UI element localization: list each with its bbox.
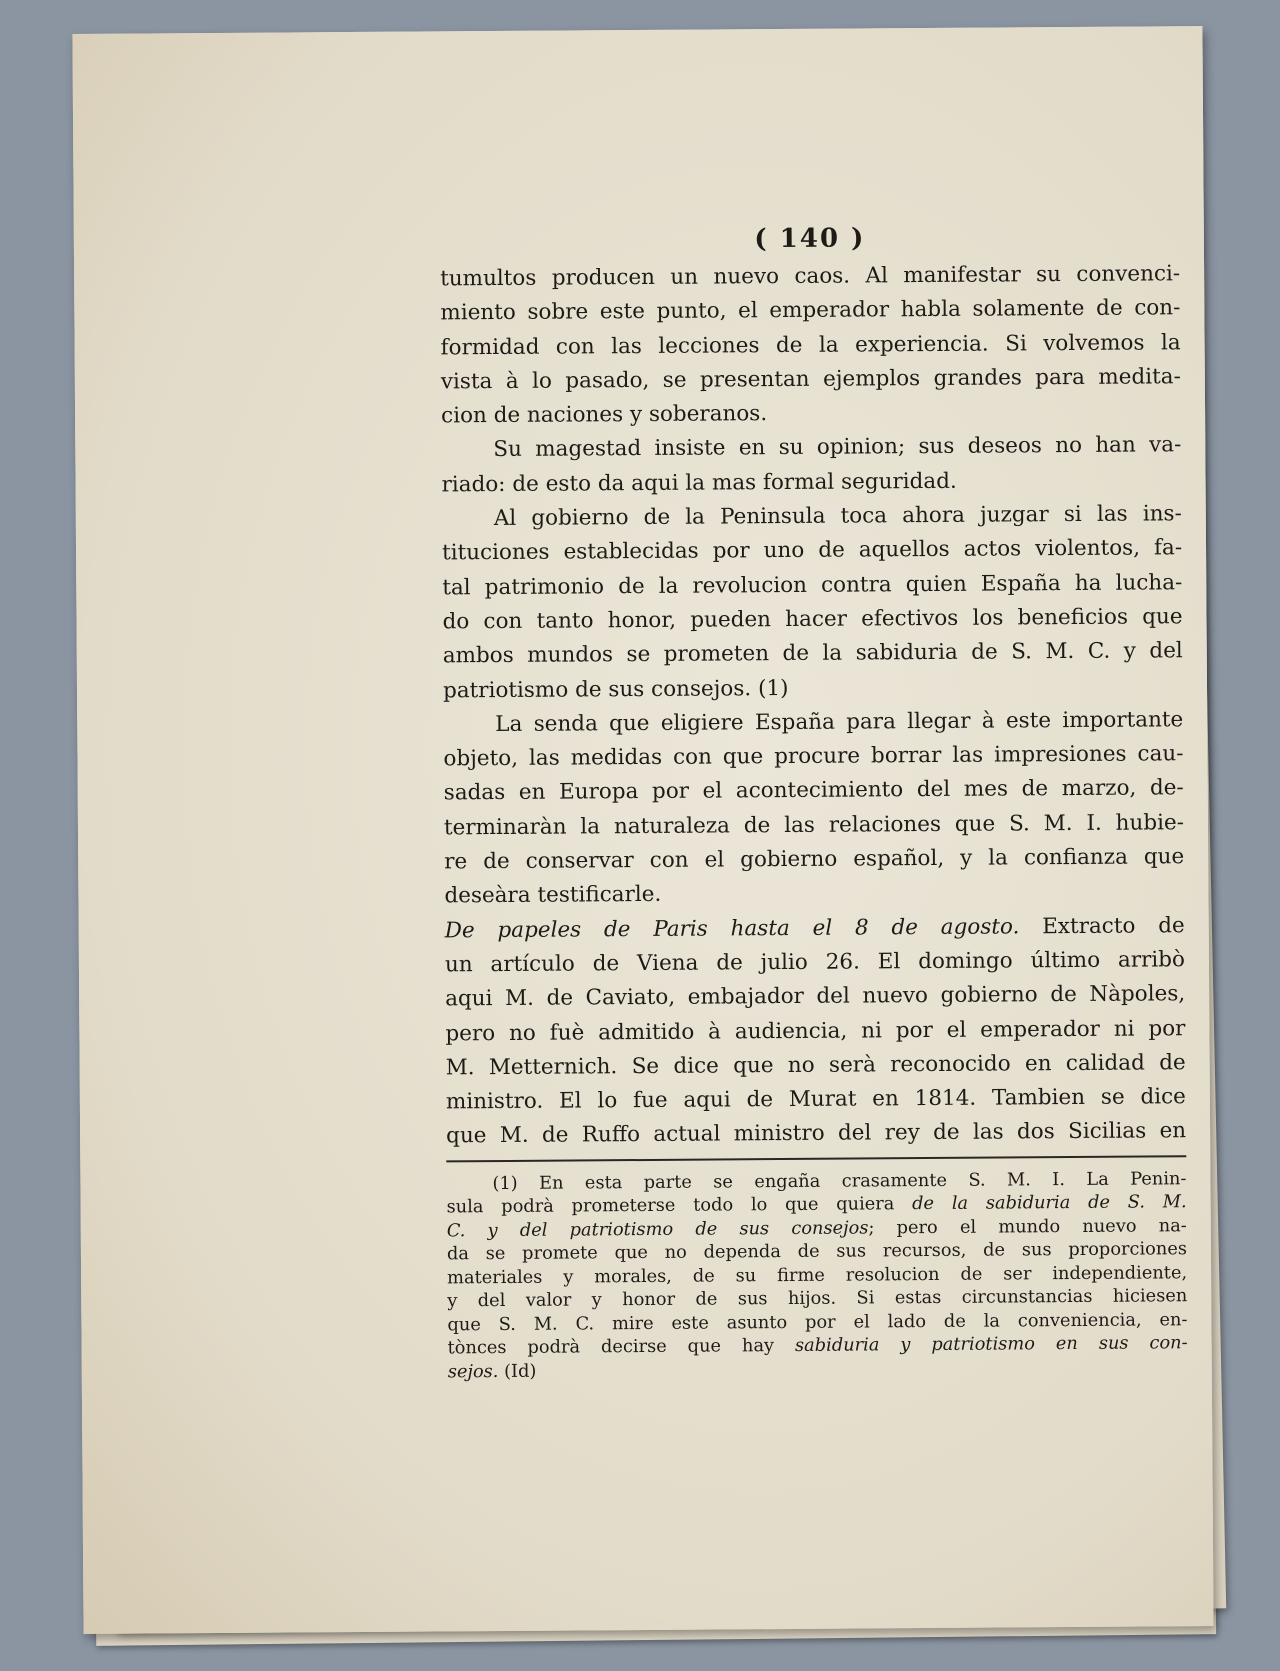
news-line: M. Metternich. Se dice que no serà reconocido en calidad de (445, 1050, 1186, 1081)
news-line (445, 909, 1185, 948)
news-line: ministro. El lo fue aqui de Murat en 1814. Tambien se dice (445, 1084, 1186, 1115)
body-line: sadas en Europa por el acontecimiento del mes de marzo, de- (443, 775, 1184, 806)
page-number: ( 140 ) (754, 223, 866, 255)
body-line: re de conservar con el gobierno español, y la confianza que (444, 844, 1185, 875)
news-line: que M. de Ruffo actual ministro del rey de las dos Sicilias en (446, 1118, 1187, 1149)
body-line: do con tanto honor, pueden hacer efectivos los beneficios que (442, 604, 1183, 635)
body-line: deseàra testificarle. (444, 882, 662, 909)
footnote-text: (Id) (498, 1360, 537, 1382)
footnote-text: tònces podrà decirse que hay (447, 1335, 796, 1359)
text-column (440, 221, 1188, 1383)
body-line: miento sobre este punto, el emperador habla solamente de con- (440, 295, 1181, 326)
news-italic-lead: De papeles de Paris hasta el 8 de agosto. (444, 914, 1020, 944)
footnote-divider (446, 1155, 1186, 1162)
news-line: un artículo de Viena de julio 26. El domingo último arribò (444, 947, 1186, 978)
footnote-italic: de la sabiduria de S. M. (912, 1191, 1187, 1215)
body-line: objeto, las medidas con que procure borrar las impresiones cau- (443, 741, 1184, 772)
footnote-line: da se promete que no dependa de sus recursos, de sus proporciones (446, 1238, 1188, 1265)
body-line: La senda que eligiere España para llegar à este importante (495, 707, 1184, 737)
document-page (72, 26, 1213, 1634)
body-line: terminaràn la naturaleza de las relaciones que S. M. I. hubie- (443, 809, 1185, 841)
footnote-italic: sejos. (447, 1360, 499, 1383)
body-line: tal patrimonio de la revolucion contra quien España ha lucha- (442, 569, 1183, 601)
body-line: riado: de esto da aqui la mas formal seguridad. (441, 468, 957, 498)
footnote-italic: sabiduria y patriotismo en sus con- (794, 1332, 1188, 1357)
footnote-line: materiales y morales, de su firme resolucion de ser independiente, (447, 1261, 1188, 1289)
news-line: pero no fuè admitido à audiencia, ni por el emperador ni por (445, 1015, 1186, 1046)
body-line: ambos mundos se prometen de la sabiduria de S. M. C. y del (442, 638, 1183, 669)
news-lead-rest: Extracto de (1042, 912, 1185, 939)
body-line: cion de naciones y soberanos. (441, 401, 768, 429)
footnote-line: que S. M. C. mire este asunto por el lado de la conveniencia, en- (447, 1308, 1188, 1336)
news-text (445, 943, 1186, 1154)
body-line: Su magestad insiste en su opinion; sus deseos no han va- (493, 432, 1182, 463)
news-line: aqui M. de Caviato, embajador del nuevo gobierno de Nàpoles, (445, 981, 1186, 1012)
body-text (440, 257, 1185, 914)
body-line: tituciones establecidas por uno de aquellos actos violentos, fa- (441, 535, 1183, 566)
footnote-italic: C. y del patriotismo de sus consejos (446, 1217, 869, 1242)
body-line: vista à lo pasado, se presentan ejemplos grandes para medita- (440, 364, 1181, 395)
body-line: formidad con las lecciones de la experiencia. Si volvemos la (440, 329, 1181, 360)
body-line: patriotismo de sus consejos. (1) (442, 675, 789, 703)
footnote-line: y del valor y honor de sus hijos. Si estas circunstancias hiciesen (447, 1285, 1188, 1312)
footnote-text: ; pero el mundo nuevo na- (868, 1214, 1187, 1239)
body-line: Al gobierno de la Peninsula toca ahora juzgar si las ins- (493, 501, 1182, 532)
footnote-text: sula podrà prometerse todo lo que quiera (446, 1193, 913, 1218)
body-line: tumultos producen un nuevo caos. Al manifestar su convenci- (440, 261, 1181, 292)
footnote-line: (1) En esta parte se engaña crasamente S. M. I. La Penin- (492, 1167, 1187, 1194)
footnote (446, 1167, 1187, 1384)
